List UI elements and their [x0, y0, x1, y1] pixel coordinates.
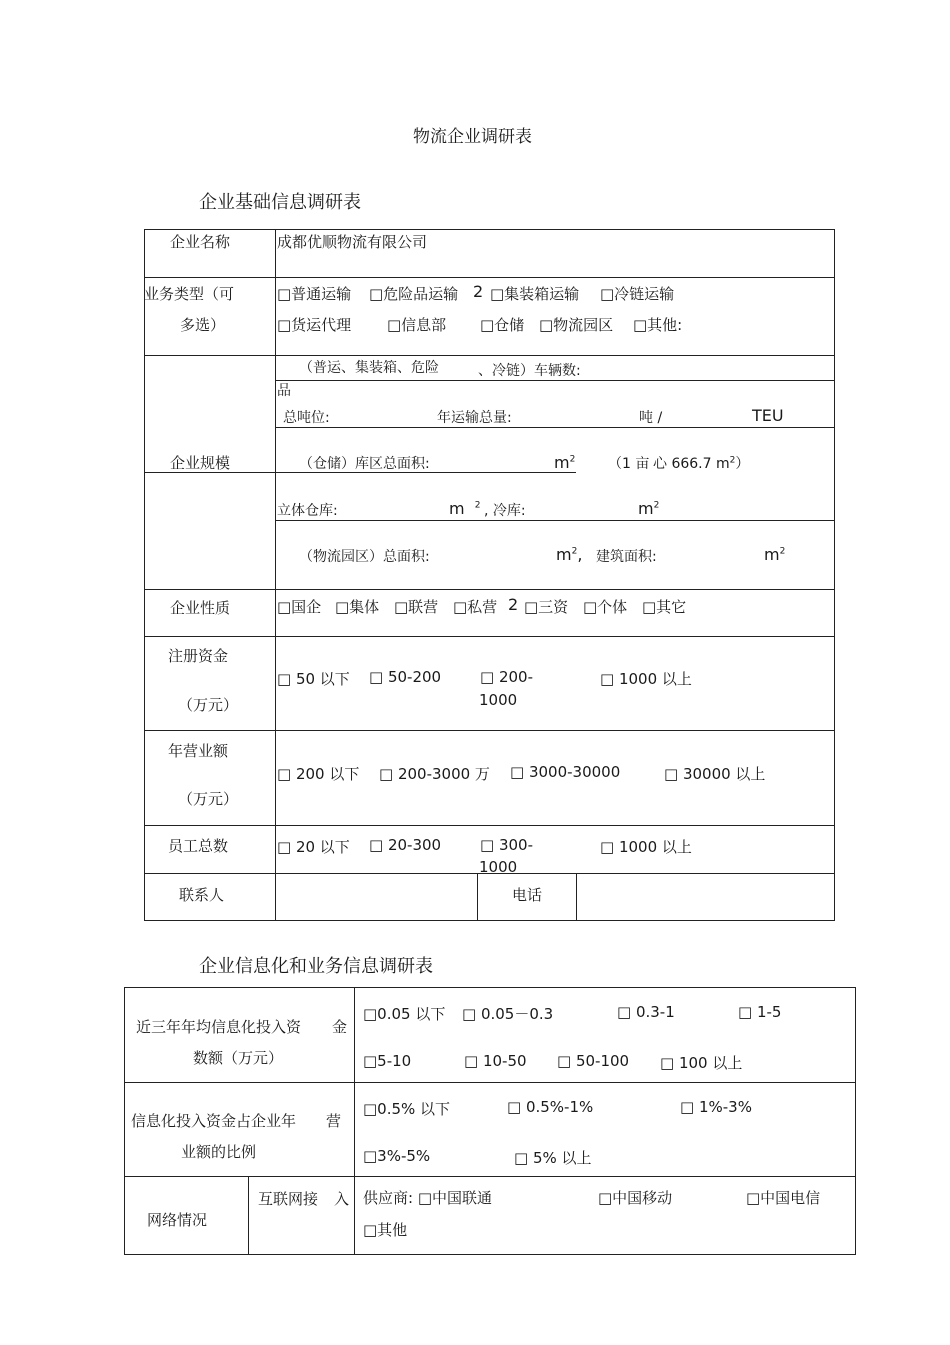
unit-sq: 2 [474, 500, 481, 511]
checkbox-state-owned[interactable]: □国企 [277, 598, 322, 616]
checkbox-container-transport[interactable]: □集装箱运输 [490, 285, 580, 303]
checkbox-ratio-over5[interactable]: □ 5% 以上 [514, 1149, 592, 1167]
checkbox-other-nature[interactable]: □其它 [642, 598, 687, 616]
checkbox-inv-under005[interactable]: □0.05 以下 [363, 1005, 446, 1023]
checkbox-other[interactable]: □其他: [633, 316, 683, 334]
ton-unit: 吨 / [639, 410, 663, 426]
unit-sq: 2 [653, 500, 660, 511]
warehouse-area-label: （仓储）库区总面积: [299, 456, 430, 472]
contact-label: 联系人 [179, 886, 225, 904]
checkbox-ratio-3-5[interactable]: □3%-5% [363, 1147, 431, 1165]
cap-200-1000-tail: 1000 [479, 691, 518, 709]
nature-label: 企业性质 [170, 599, 231, 617]
checkbox-ratio-05-1[interactable]: □ 0.5%-1% [507, 1098, 594, 1116]
business-type-label-2: 多选） [180, 316, 226, 334]
unit-m: m [556, 545, 572, 564]
cold-unit [638, 499, 659, 518]
checkbox-emp-20-300[interactable]: □ 20-300 [369, 836, 442, 854]
tonnage-label: 总吨位: [283, 410, 330, 426]
mu-close: ） [735, 456, 750, 472]
checkbox-inv-03-1[interactable]: □ 0.3-1 [617, 1003, 675, 1021]
checkbox-inv-005-03[interactable]: □ 0.05－0.3 [462, 1005, 554, 1023]
checkbox-ratio-1-3[interactable]: □ 1%-3% [680, 1098, 752, 1116]
checkbox-joint[interactable]: □联营 [394, 598, 439, 616]
checkbox-emp-over1000[interactable]: □ 1000 以上 [600, 838, 692, 856]
checkbox-collective[interactable]: □集体 [335, 598, 380, 616]
checkbox-inv-50-100[interactable]: □ 50-100 [557, 1052, 630, 1070]
unit-m: m [554, 453, 570, 472]
capital-unit-label: （万元） [178, 696, 239, 714]
network-label: 网络情况 [147, 1211, 208, 1229]
checkbox-cap-under50[interactable]: □ 50 以下 [277, 670, 350, 688]
checkbox-china-telecom[interactable]: □中国电信 [746, 1189, 821, 1207]
checkbox-china-unicom[interactable]: 供应商: □中国联通 [363, 1189, 492, 1207]
vehicle-types: （普运、集装箱、危险 [299, 360, 439, 376]
checkbox-inv-1-5[interactable]: □ 1-5 [738, 1003, 782, 1021]
page-title: 物流企业调研表 [413, 127, 532, 147]
it-investment-label: 近三年年均信息化投入资 [136, 1018, 302, 1036]
checkbox-other-provider[interactable]: □其他 [363, 1221, 408, 1239]
building-area-label: 建筑面积: [596, 549, 657, 565]
internet-access-label-b: 入 [334, 1190, 350, 1208]
it-ratio-label-2: 业额的比例 [181, 1143, 257, 1161]
checkbox-cap-over1000[interactable]: □ 1000 以上 [600, 670, 692, 688]
unit-m: m [764, 545, 780, 564]
checkbox-individual[interactable]: □个体 [583, 598, 628, 616]
phone-label: 电话 [512, 886, 543, 904]
park-area-label: （物流园区）总面积: [299, 549, 430, 565]
checkbox-general-transport[interactable]: □普通运输 [277, 285, 352, 303]
checkbox-emp-under20[interactable]: □ 20 以下 [277, 838, 350, 856]
check-mark: 2 [473, 282, 484, 301]
checkbox-rev-200-3000[interactable]: □ 200-3000 万 [379, 765, 490, 783]
warehouse-area-unit [554, 453, 575, 472]
company-name-value[interactable]: 成都优顺物流有限公司 [277, 233, 428, 251]
checkbox-inv-10-50[interactable]: □ 10-50 [464, 1052, 527, 1070]
unit-sq: 2 [569, 454, 576, 465]
checkbox-rev-3000-30000[interactable]: □ 3000-30000 [510, 763, 621, 781]
checkbox-cold-chain[interactable]: □冷链运输 [600, 285, 675, 303]
section-title-basic: 企业基础信息调研表 [199, 192, 361, 213]
checkbox-rev-under200[interactable]: □ 200 以下 [277, 765, 360, 783]
unit-sq: 2 [779, 546, 786, 557]
vehicle-types-2: 品 [277, 383, 291, 399]
checkbox-cap-50-200[interactable]: □ 50-200 [369, 668, 442, 686]
checkbox-logistics-park[interactable]: □物流园区 [539, 316, 614, 334]
stereo-unit [449, 499, 481, 518]
phone-input[interactable] [578, 876, 832, 918]
company-name-label: 企业名称 [170, 233, 231, 251]
revenue-unit-label: （万元） [178, 790, 239, 808]
unit-sq: 2 [729, 455, 736, 466]
it-investment-label-2: 数额（万元） [193, 1049, 284, 1067]
teu-unit: TEU [752, 406, 784, 425]
vehicle-count-label: 、冷链）车辆数: [478, 363, 581, 379]
check-mark: 2 [508, 595, 519, 614]
comma: , [577, 545, 583, 564]
it-investment-label-b: 金 [332, 1018, 348, 1036]
mu-eq: 心 666.7 m [653, 456, 730, 472]
business-type-label: 业务类型（可 [144, 285, 235, 303]
scale-label: 企业规模 [170, 454, 231, 472]
unit-sq: 2 [571, 546, 578, 557]
checkbox-info-dept[interactable]: □信息部 [387, 316, 447, 334]
building-unit [764, 545, 785, 564]
contact-input[interactable] [277, 876, 475, 918]
checkbox-china-mobile[interactable]: □中国移动 [598, 1189, 673, 1207]
internet-access-label: 互联网接 [258, 1190, 319, 1208]
checkbox-foreign[interactable]: □三资 [524, 598, 569, 616]
checkbox-private[interactable]: □私营 [453, 598, 498, 616]
unit-m: m [449, 499, 465, 518]
checkbox-cap-200-1000[interactable]: □ 200- [480, 668, 533, 686]
mu-conversion [653, 453, 749, 473]
checkbox-freight-agent[interactable]: □货运代理 [277, 316, 352, 334]
unit-m: m [638, 499, 654, 518]
mu-note: （1 亩 [608, 456, 650, 472]
checkbox-hazmat-transport[interactable]: □危险品运输 [369, 285, 459, 303]
checkbox-warehousing[interactable]: □仓储 [480, 316, 525, 334]
cold-storage-label: , 冷库: [484, 503, 526, 519]
checkbox-rev-over30000[interactable]: □ 30000 以上 [664, 765, 766, 783]
it-ratio-label-b: 营 [326, 1112, 342, 1130]
revenue-label: 年营业额 [168, 742, 229, 760]
checkbox-emp-300-1000[interactable]: □ 300- [480, 836, 533, 854]
section-title-it: 企业信息化和业务信息调研表 [199, 956, 433, 977]
annual-volume-label: 年运输总量: [437, 410, 512, 426]
checkbox-inv-5-10[interactable]: □5-10 [363, 1052, 412, 1070]
capital-label: 注册资金 [168, 647, 229, 665]
checkbox-ratio-under05[interactable]: □0.5% 以下 [363, 1100, 451, 1118]
stereo-warehouse-label: 立体仓库: [277, 503, 338, 519]
checkbox-inv-over100[interactable]: □ 100 以上 [660, 1054, 743, 1072]
emp-300-1000-tail: 1000 [479, 858, 518, 876]
park-unit [556, 545, 582, 564]
employees-label: 员工总数 [168, 837, 229, 855]
it-ratio-label: 信息化投入资金占企业年 [131, 1112, 297, 1130]
